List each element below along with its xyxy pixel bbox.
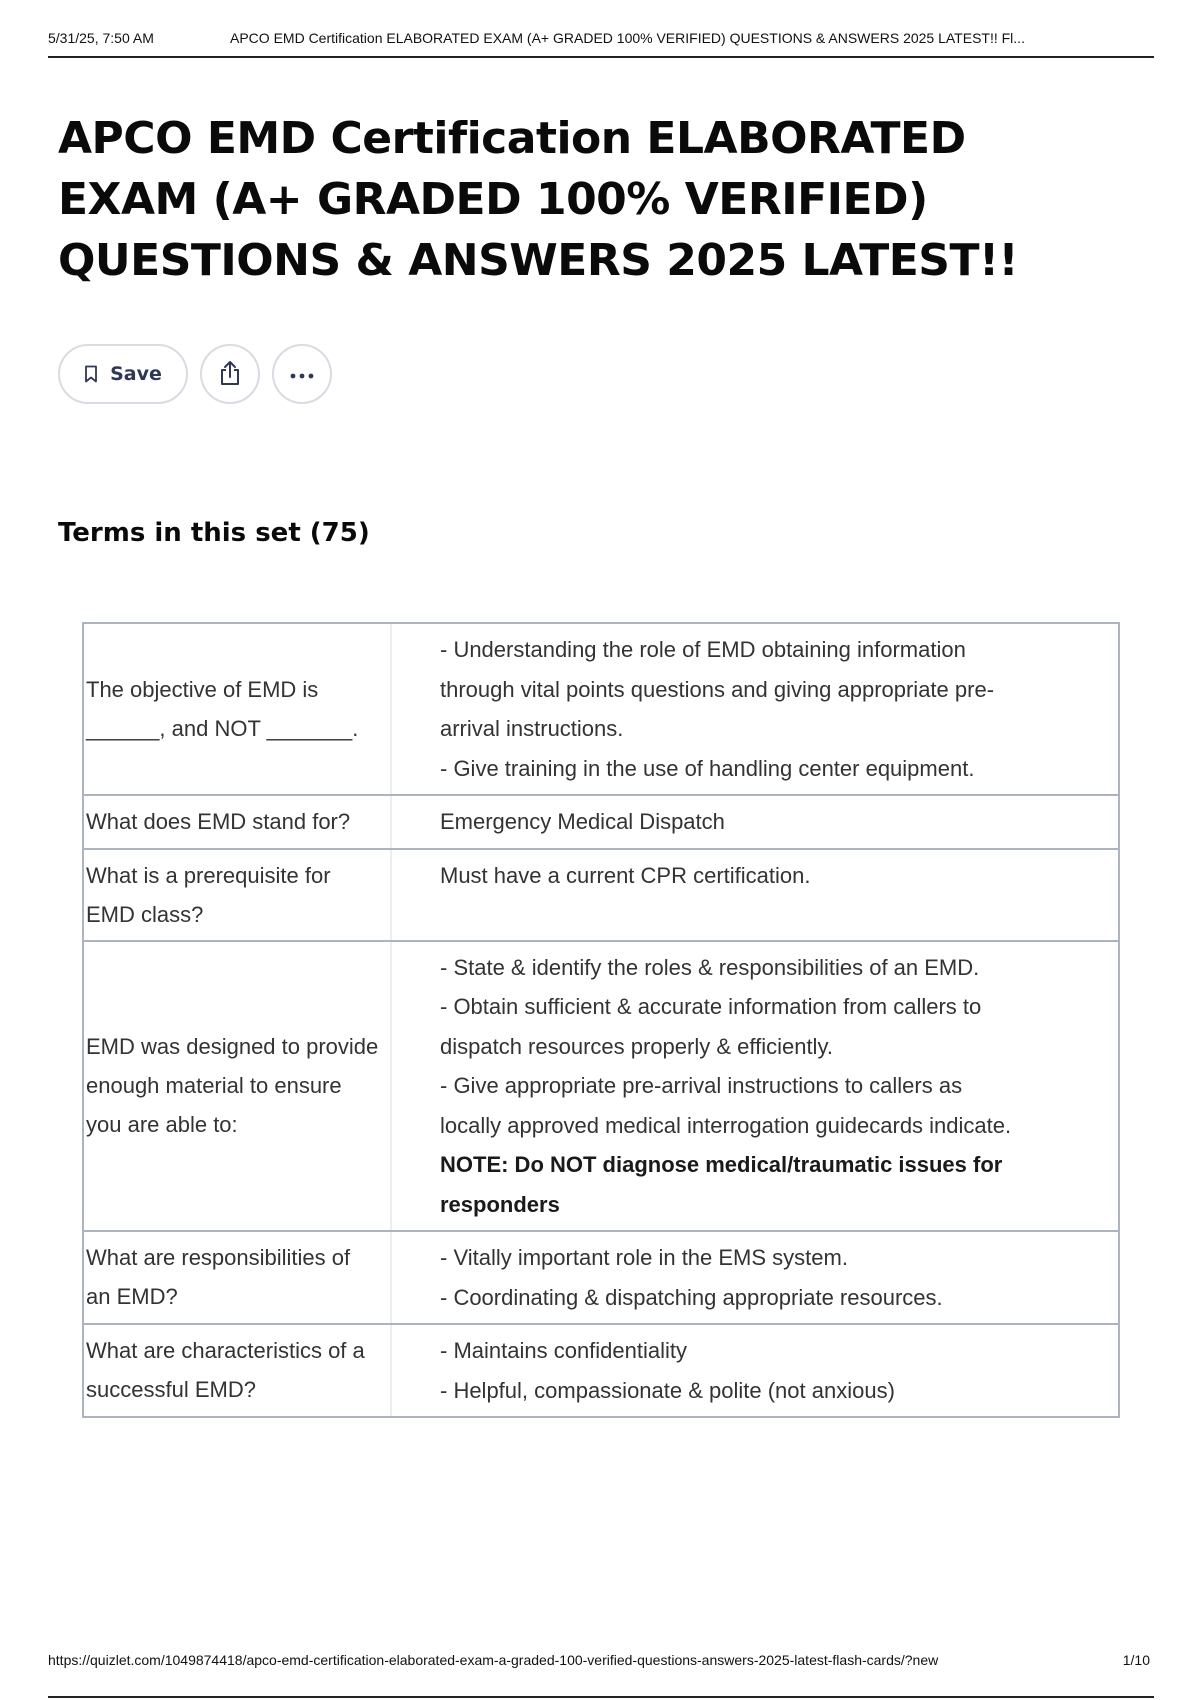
more-button[interactable] bbox=[272, 344, 332, 404]
term-row bbox=[84, 624, 1118, 796]
definition-note: NOTE: Do NOT diagnose medical/traumatic issues for responders bbox=[440, 1152, 1003, 1217]
definition-line: - Understanding the role of EMD obtaining information through vital points questions and giving appropriate pre-arrival instructions. bbox=[440, 637, 995, 741]
definition bbox=[392, 942, 1118, 1231]
print-header bbox=[48, 26, 1154, 58]
term-text: What does EMD stand for? bbox=[84, 796, 392, 848]
term-row bbox=[84, 1325, 1118, 1416]
definition-line: - Give training in the use of handling center equipment. bbox=[440, 755, 975, 781]
definition-line: - Maintains confidentiality bbox=[440, 1338, 688, 1363]
save-button-label: Save bbox=[110, 363, 162, 385]
definition-line: - Helpful, compassionate & polite (not anxious) bbox=[440, 1377, 895, 1403]
definition bbox=[392, 624, 1118, 794]
page-title: APCO EMD Certification ELABORATED EXAM (A+ GRADED 100% VERIFIED) QUESTIONS & ANSWERS 2025 LATEST!! bbox=[58, 113, 1019, 286]
definition-line: - Give appropriate pre-arrival instructions to callers as locally approved medical interrogation guidecards indicate. bbox=[440, 1073, 1012, 1138]
definition-line: Must have a current CPR certification. bbox=[440, 862, 811, 888]
definition-line: Emergency Medical Dispatch bbox=[440, 809, 725, 834]
definition-line: - Obtain sufficient & accurate information from callers to dispatch resources properly & efficiently. bbox=[440, 994, 982, 1059]
definition bbox=[392, 850, 1118, 940]
definition bbox=[392, 796, 1118, 848]
share-button[interactable] bbox=[200, 344, 260, 404]
print-date: 5/31/25, 7:50 AM bbox=[48, 30, 154, 46]
definition bbox=[392, 1232, 1118, 1323]
term-text: What are responsibilities of an EMD? bbox=[84, 1232, 392, 1323]
term-text: What are characteristics of a successful EMD? bbox=[84, 1325, 392, 1416]
definition-line: - Vitally important role in the EMS system. bbox=[440, 1245, 848, 1270]
page-number: 1/10 bbox=[1122, 1652, 1150, 1668]
term-text: The objective of EMD is ______, and NOT _______. bbox=[84, 624, 392, 794]
term-row bbox=[84, 850, 1118, 942]
term-text: EMD was designed to provide enough material to ensure you are able to: bbox=[84, 942, 392, 1231]
definition bbox=[392, 1325, 1118, 1416]
definition-line: - State & identify the roles & responsibilities of an EMD. bbox=[440, 954, 980, 980]
save-button[interactable] bbox=[58, 344, 188, 404]
print-footer bbox=[48, 1652, 1154, 1698]
definition-line: - Coordinating & dispatching appropriate resources. bbox=[440, 1284, 943, 1310]
share-icon bbox=[217, 359, 243, 390]
term-row bbox=[84, 942, 1118, 1233]
print-title: APCO EMD Certification ELABORATED EXAM (A+ GRADED 100% VERIFIED) QUESTIONS & ANSWERS 2025 LATEST!! Fl... bbox=[230, 30, 1025, 46]
bookmark-icon bbox=[84, 365, 98, 383]
more-icon bbox=[289, 367, 315, 382]
terms-heading: Terms in this set (75) bbox=[58, 518, 370, 548]
page-url: https://quizlet.com/1049874418/apco-emd-certification-elaborated-exam-a-graded-100-verified-questions-answers-2025-latest-flash-cards/?new bbox=[48, 1652, 939, 1668]
term-row bbox=[84, 1232, 1118, 1325]
action-bar bbox=[58, 344, 332, 404]
term-text: What is a prerequisite for EMD class? bbox=[84, 850, 392, 940]
terms-table bbox=[82, 622, 1120, 1418]
term-row bbox=[84, 796, 1118, 850]
